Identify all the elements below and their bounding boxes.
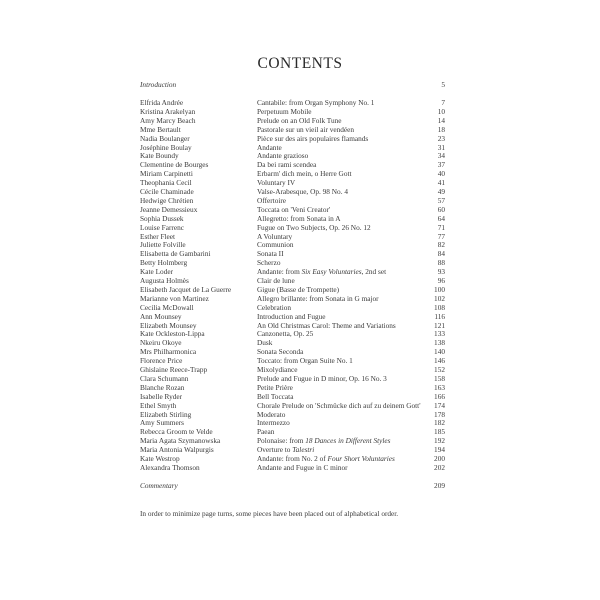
work-title: [257, 365, 298, 374]
page-number: 88: [437, 258, 445, 268]
composer-name: Kate Loder: [140, 267, 174, 277]
work-title-part: Prelude and Fugue in D minor, Op. 16 No. 3: [257, 373, 387, 383]
toc-entry: [140, 267, 445, 276]
page-number: 200: [434, 454, 445, 463]
page-number: 178: [434, 409, 445, 419]
work-title: [257, 107, 312, 116]
work-title-part: Communion: [257, 240, 294, 250]
toc-entry: [140, 374, 445, 383]
work-title: [257, 276, 295, 285]
toc-entry: [140, 98, 445, 107]
work-title: [257, 445, 314, 454]
work-title-part: Chorale Prelude on 'Schmücke dich auf zu deinem Gott': [257, 400, 421, 410]
work-title: [257, 134, 368, 143]
composer-name: Sophia Dussek: [140, 213, 184, 223]
work-title: [257, 392, 293, 401]
composer-name: Juliette Folville: [140, 240, 186, 250]
work-title: [257, 187, 348, 196]
commentary-label: Commentary: [140, 481, 178, 490]
page-number: 133: [434, 329, 445, 339]
page-number: 71: [437, 222, 445, 232]
composer-name: Esther Fleet: [140, 231, 176, 241]
work-title-part: An Old Christmas Carol: Theme and Variations: [257, 320, 396, 330]
page-number: 23: [437, 133, 445, 143]
page-number: 100: [434, 284, 445, 294]
page-number: 108: [434, 302, 445, 312]
composer-name: Alexandra Thomson: [140, 462, 200, 472]
composer-name: Clementine de Bourges: [140, 160, 209, 170]
work-title-part: Da bei rami scendea: [257, 160, 317, 170]
composer-name: Amy Summers: [140, 418, 184, 428]
page-number: 41: [437, 178, 445, 188]
toc-entry: [140, 383, 445, 392]
page-number: 202: [434, 462, 445, 472]
composer-name: Maria Agata Szymanowska: [140, 436, 221, 446]
composer-name: Hedwige Chrétien: [140, 195, 194, 205]
work-title-part: Petite Prière: [257, 382, 293, 392]
composer-name: Clara Schumann: [140, 373, 189, 383]
work-title-part: Mixolydiance: [257, 365, 298, 374]
work-title: [257, 329, 313, 338]
work-title: [257, 338, 272, 347]
composer-name: Ethel Smyth: [140, 400, 177, 410]
work-title: [257, 223, 371, 232]
work-title: [257, 249, 284, 258]
work-title-part: Andante: from No. 2 of: [257, 454, 328, 463]
composer-name: Ann Mounsey: [140, 311, 182, 321]
work-title: [257, 205, 330, 214]
composer-name: Nkeiru Okoye: [140, 338, 182, 348]
toc-entry: [140, 321, 445, 330]
toc-entry: [140, 116, 445, 125]
composer-name: Louise Farrenc: [140, 222, 184, 232]
work-title-italic: 18 Dances in Different Styles: [305, 436, 391, 446]
work-title: [257, 160, 316, 169]
toc-entry: [140, 223, 445, 232]
work-title-part: Andante grazioso: [257, 151, 309, 161]
toc-entry: [140, 187, 445, 196]
toc-entry: [140, 401, 445, 410]
page-number: 7: [441, 98, 445, 107]
work-title-part: Pièce sur des airs populaires flamands: [257, 133, 369, 143]
composer-name: Maria Antonia Walpurgis: [140, 445, 214, 455]
work-title-part: Clair de lune: [257, 276, 295, 285]
page-number: 77: [437, 231, 445, 241]
composer-name: Elizabeth Mounsey: [140, 320, 197, 330]
work-title: [257, 143, 282, 152]
page-title: CONTENTS: [257, 55, 343, 72]
work-title: [257, 427, 274, 436]
composer-name: Nadia Boulanger: [140, 133, 190, 143]
page-number: 102: [434, 293, 445, 303]
page-number: 40: [437, 169, 445, 179]
work-title-part: Bell Toccata: [257, 391, 294, 401]
commentary-page: 209: [434, 481, 445, 490]
composer-name: Joséphine Boulay: [140, 142, 192, 152]
work-title: [257, 240, 294, 249]
work-title: [257, 410, 285, 419]
page-number: 158: [434, 373, 445, 383]
introduction-label: Introduction: [140, 80, 177, 89]
toc-introduction: [140, 80, 445, 89]
work-title: [257, 321, 396, 330]
page-number: 96: [437, 276, 445, 285]
work-title: [257, 258, 281, 267]
composer-name: Isabelle Ryder: [140, 391, 183, 401]
composer-name: Elizabeth Stirling: [140, 409, 192, 419]
page-number: 37: [437, 160, 445, 170]
composer-name: Amy Marcy Beach: [140, 115, 196, 125]
work-title: [257, 418, 290, 427]
work-title-part: Andante: [257, 142, 282, 152]
toc-entry: [140, 143, 445, 152]
work-title: [257, 347, 303, 356]
work-title-italic: Six Easy Voluntaries: [301, 267, 362, 277]
page-number: 116: [434, 311, 445, 321]
toc-entry: [140, 107, 445, 116]
work-title-part: Gigue (Basse de Trompette): [257, 284, 340, 294]
work-title: [257, 463, 348, 472]
work-title: [257, 303, 291, 312]
toc-entry: [140, 410, 445, 419]
page-number: 194: [434, 445, 445, 455]
page-number: 166: [434, 391, 445, 401]
work-title-part: Overture to: [257, 445, 293, 455]
work-title-part: Introduction and Fugue: [257, 311, 326, 321]
work-title: [257, 374, 387, 383]
page-number: 64: [437, 213, 445, 223]
work-title: [257, 436, 391, 445]
work-title-part: Cantabile: from Organ Symphony No. 1: [257, 98, 375, 107]
work-title: [257, 178, 295, 187]
composer-name: Kate Westrop: [140, 454, 180, 463]
toc-entry: [140, 436, 445, 445]
work-title-part: Paean: [257, 427, 275, 437]
work-title-part: Andante and Fugue in C minor: [257, 462, 348, 472]
composer-name: Augusta Holmès: [140, 276, 189, 285]
work-title: [257, 267, 386, 276]
toc-entry: [140, 151, 445, 160]
toc-entry: [140, 303, 445, 312]
page-number: 182: [434, 418, 445, 428]
work-title-part: Offertoire: [257, 195, 287, 205]
toc-entry: [140, 454, 445, 463]
work-title: [257, 401, 421, 410]
composer-name: Kate Boundy: [140, 151, 179, 161]
toc-entry: [140, 347, 445, 356]
composer-name: Florence Price: [140, 356, 183, 366]
toc-entry: [140, 240, 445, 249]
toc-entry: [140, 294, 445, 303]
page-number: 18: [437, 124, 445, 134]
page-number: 82: [437, 240, 445, 250]
work-title-part: Sonata Seconda: [257, 347, 304, 357]
composer-name: Blanche Rozan: [140, 382, 185, 392]
composer-name: Jeanne Demessieux: [140, 204, 198, 214]
page-number: 138: [434, 338, 445, 348]
work-title-part: Celebration: [257, 302, 292, 312]
toc-entry: [140, 392, 445, 401]
composer-name: Elfrida Andrée: [140, 98, 184, 107]
composer-name: Betty Holmberg: [140, 258, 188, 268]
work-title: [257, 98, 374, 107]
toc-entry: [140, 258, 445, 267]
work-title: [257, 294, 379, 303]
footnote: In order to minimize page turns, some pieces have been placed out of alphabetical order.: [140, 509, 399, 518]
work-title-part: Andante: from: [257, 267, 302, 277]
work-title-part: Valse-Arabesque, Op. 98 No. 4: [257, 187, 348, 196]
composer-name: Cecilia McDowall: [140, 302, 194, 312]
toc-entry: [140, 427, 445, 436]
toc-entry: [140, 365, 445, 374]
work-title: [257, 285, 339, 294]
work-title-part: Allegretto: from Sonata in A: [257, 213, 341, 223]
work-title-part: Fugue on Two Subjects, Op. 26 No. 12: [257, 222, 371, 232]
work-title: [257, 312, 326, 321]
toc-entry: [140, 134, 445, 143]
work-title: [257, 125, 354, 134]
work-title: [257, 151, 308, 160]
work-title-part: Prelude on an Old Folk Tune: [257, 115, 342, 125]
composer-name: Theophania Cecil: [140, 178, 192, 188]
composer-name: Rebecca Groom te Velde: [140, 427, 213, 437]
work-title-part: Dusk: [257, 338, 273, 348]
composer-name: Miriam Carpinetti: [140, 169, 193, 179]
page-number: 93: [437, 267, 445, 277]
toc-entry: [140, 232, 445, 241]
work-title-part: Canzonetta, Op. 25: [257, 329, 314, 339]
work-title: [257, 356, 353, 365]
work-title-part: , 2nd set: [361, 267, 387, 277]
work-title-part: Allegro brillante: from Sonata in G major: [257, 293, 379, 303]
toc-entry: [140, 338, 445, 347]
composer-name: Mme Bertault: [140, 124, 181, 134]
page-number: 49: [437, 187, 445, 196]
page-number: 10: [437, 106, 445, 116]
work-title-part: A Voluntary: [257, 231, 293, 241]
toc-entry: [140, 214, 445, 223]
composer-name: Kristina Arakelyan: [140, 106, 196, 116]
toc-entry: [140, 312, 445, 321]
composer-name: Cécile Chaminade: [140, 187, 194, 196]
page-number: 14: [437, 115, 445, 125]
composer-name: Elisabetta de Gambarini: [140, 249, 211, 259]
work-title-part: Toccata on 'Veni Creator': [257, 204, 331, 214]
work-title: [257, 214, 341, 223]
toc-entry: [140, 418, 445, 427]
work-title-part: Voluntary IV: [257, 178, 296, 188]
toc-commentary: [140, 481, 445, 490]
toc-entry: [140, 445, 445, 454]
work-title-part: Scherzo: [257, 258, 281, 268]
page-number: 192: [434, 436, 445, 446]
work-title-part: Polonaise: from: [257, 436, 306, 446]
work-title-part: Pastorale sur un vieil air vendéen: [257, 124, 355, 134]
toc-entry: [140, 205, 445, 214]
composer-name: Elisabeth Jacquet de La Guerre: [140, 284, 232, 294]
work-title-italic: Talestri: [292, 445, 315, 455]
work-title: [257, 383, 293, 392]
work-title-part: Intermezzo: [257, 418, 290, 428]
page-number: 34: [437, 151, 445, 161]
toc-entry: [140, 125, 445, 134]
page-number: 163: [434, 382, 445, 392]
work-title-part: Perpetuum Mobile: [257, 106, 312, 116]
work-title-italic: Four Short Voluntaries: [327, 454, 395, 463]
toc-entry: [140, 329, 445, 338]
toc-entry: [140, 160, 445, 169]
toc-entry: [140, 356, 445, 365]
composer-name: Kate Ockleston-Lippa: [140, 329, 205, 339]
work-title-part: Erbarm' dich mein, o Herre Gott: [257, 169, 352, 179]
introduction-page: 5: [441, 80, 445, 89]
toc-entry: [140, 285, 445, 294]
composer-name: Marianne von Martinez: [140, 293, 209, 303]
page-number: 60: [437, 204, 445, 214]
work-title-part: Sonata II: [257, 249, 284, 259]
page-number: 174: [434, 400, 445, 410]
work-title: [257, 116, 342, 125]
page-number: 84: [437, 249, 445, 259]
page-number: 146: [434, 356, 445, 366]
toc-entry: [140, 169, 445, 178]
toc-entry: [140, 276, 445, 285]
composer-name: Mrs Philharmonica: [140, 347, 197, 357]
work-title: [257, 169, 352, 178]
composer-name: Ghislaine Reece-Trapp: [140, 365, 208, 374]
toc-entry: [140, 463, 445, 472]
page-number: 140: [434, 347, 445, 357]
work-title-part: Moderato: [257, 409, 286, 419]
toc-entry: [140, 196, 445, 205]
page-number: 185: [434, 427, 445, 437]
work-title: [257, 454, 395, 463]
page-number: 31: [437, 142, 445, 152]
work-title: [257, 196, 286, 205]
work-title-part: Toccato: from Organ Suite No. 1: [257, 356, 353, 366]
toc-entry: [140, 249, 445, 258]
page-number: 152: [434, 365, 445, 374]
page-number: 57: [437, 195, 445, 205]
page-number: 121: [434, 320, 445, 330]
work-title: [257, 232, 292, 241]
toc-entry: [140, 178, 445, 187]
